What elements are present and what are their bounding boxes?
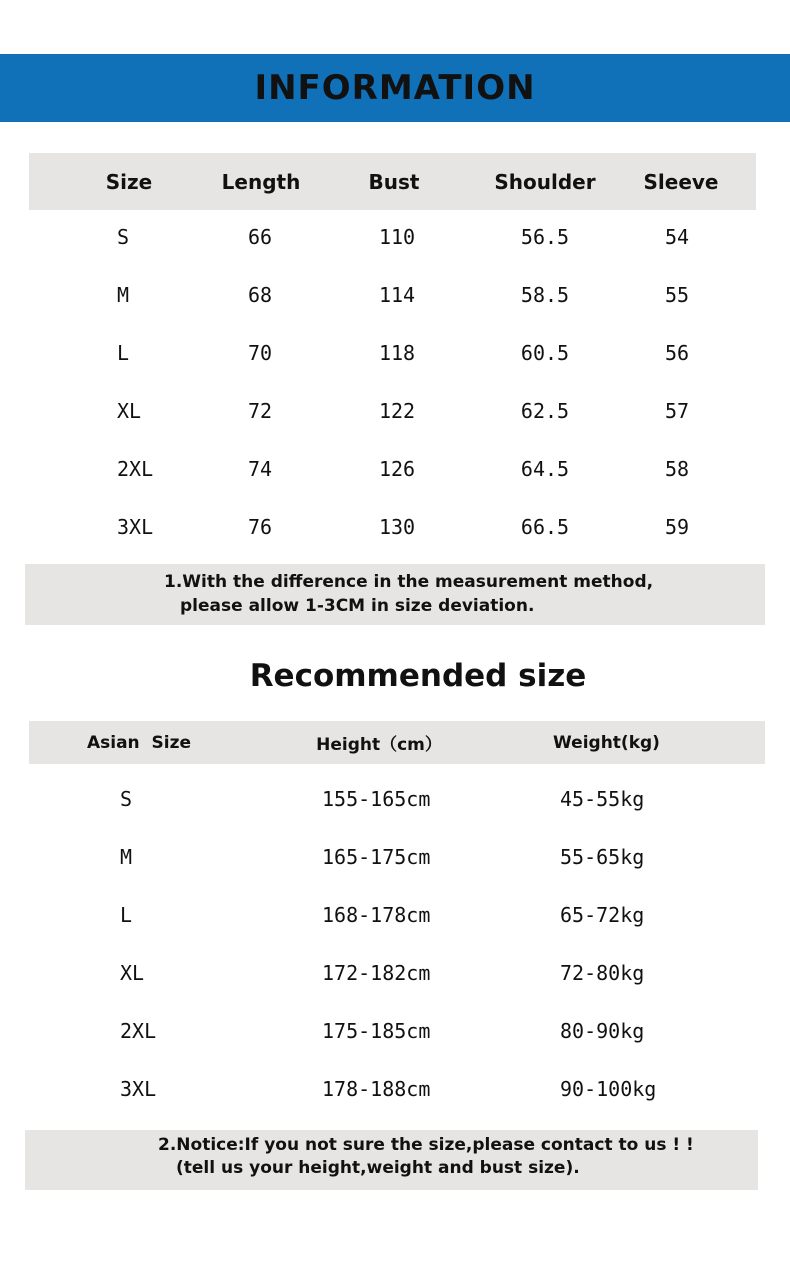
height-cell: 172-182cm	[322, 961, 431, 985]
banner-title: INFORMATION	[254, 68, 536, 108]
table-row	[0, 944, 790, 1002]
size-cell: 2XL	[117, 457, 154, 481]
size-table-header	[29, 153, 756, 210]
shoulder-cell: 64.5	[520, 457, 570, 481]
size-cell: XL	[117, 399, 142, 423]
bust-cell: 122	[378, 399, 416, 423]
header-height: Height（cm）	[316, 735, 442, 755]
notice-line-2: (tell us your height,weight and bust size).	[176, 1158, 580, 1178]
asian-size-cell: L	[120, 903, 133, 927]
weight-cell: 72-80kg	[560, 961, 645, 985]
asian-size-cell: 3XL	[120, 1077, 157, 1101]
asian-size-cell: 2XL	[120, 1019, 157, 1043]
sleeve-cell: 57	[664, 399, 690, 423]
length-cell: 72	[247, 399, 273, 423]
size-cell: S	[117, 225, 130, 249]
note-line-2: please allow 1-3CM in size deviation.	[180, 596, 535, 616]
length-cell: 76	[247, 515, 273, 539]
height-cell: 168-178cm	[322, 903, 431, 927]
shoulder-cell: 66.5	[520, 515, 570, 539]
height-cell: 178-188cm	[322, 1077, 431, 1101]
weight-cell: 65-72kg	[560, 903, 645, 927]
table-row	[0, 324, 790, 382]
weight-cell: 90-100kg	[560, 1077, 657, 1101]
header-sleeve: Sleeve	[643, 169, 719, 194]
header-shoulder: Shoulder	[494, 169, 596, 194]
table-row	[0, 886, 790, 944]
notice-line-1: 2.Notice:If you not sure the size,please contact to us ! !	[158, 1135, 694, 1155]
table-row	[0, 382, 790, 440]
table-row	[0, 266, 790, 324]
height-cell: 165-175cm	[322, 845, 431, 869]
table-row	[0, 828, 790, 886]
length-cell: 68	[247, 283, 273, 307]
size-cell: L	[117, 341, 130, 365]
table-row	[0, 1060, 790, 1118]
sleeve-cell: 56	[664, 341, 690, 365]
bust-cell: 110	[378, 225, 416, 249]
length-cell: 70	[247, 341, 273, 365]
bust-cell: 118	[378, 341, 416, 365]
height-cell: 175-185cm	[322, 1019, 431, 1043]
measurement-note	[25, 564, 765, 625]
sleeve-cell: 58	[664, 457, 690, 481]
recommended-table-header	[29, 721, 765, 764]
shoulder-cell: 58.5	[520, 283, 570, 307]
note-line-1: 1.With the difference in the measurement method,	[164, 572, 654, 592]
information-banner	[0, 54, 790, 122]
weight-cell: 45-55kg	[560, 787, 645, 811]
header-asian-size: Asian Size	[86, 732, 191, 753]
weight-cell: 80-90kg	[560, 1019, 645, 1043]
table-row	[0, 1002, 790, 1060]
size-cell: 3XL	[117, 515, 154, 539]
size-cell: M	[117, 283, 130, 307]
header-length: Length	[221, 169, 301, 194]
header-weight: Weight(kg)	[553, 732, 660, 753]
height-cell: 155-165cm	[322, 787, 431, 811]
shoulder-cell: 60.5	[520, 341, 570, 365]
weight-cell: 55-65kg	[560, 845, 645, 869]
length-cell: 74	[247, 457, 273, 481]
length-cell: 66	[247, 225, 273, 249]
sleeve-cell: 54	[664, 225, 690, 249]
sleeve-cell: 55	[664, 283, 690, 307]
shoulder-cell: 62.5	[520, 399, 570, 423]
header-bust: Bust	[368, 169, 420, 194]
bust-cell: 126	[378, 457, 416, 481]
contact-notice	[25, 1130, 758, 1190]
bust-cell: 114	[378, 283, 416, 307]
bust-cell: 130	[378, 515, 416, 539]
table-row	[0, 770, 790, 828]
asian-size-cell: M	[120, 845, 133, 869]
asian-size-cell: S	[120, 787, 133, 811]
table-row	[0, 498, 790, 556]
table-row	[0, 208, 790, 266]
asian-size-cell: XL	[120, 961, 145, 985]
shoulder-cell: 56.5	[520, 225, 570, 249]
sleeve-cell: 59	[664, 515, 690, 539]
header-size: Size	[105, 169, 153, 194]
recommended-size-title: Recommended size	[249, 658, 587, 694]
table-row	[0, 440, 790, 498]
